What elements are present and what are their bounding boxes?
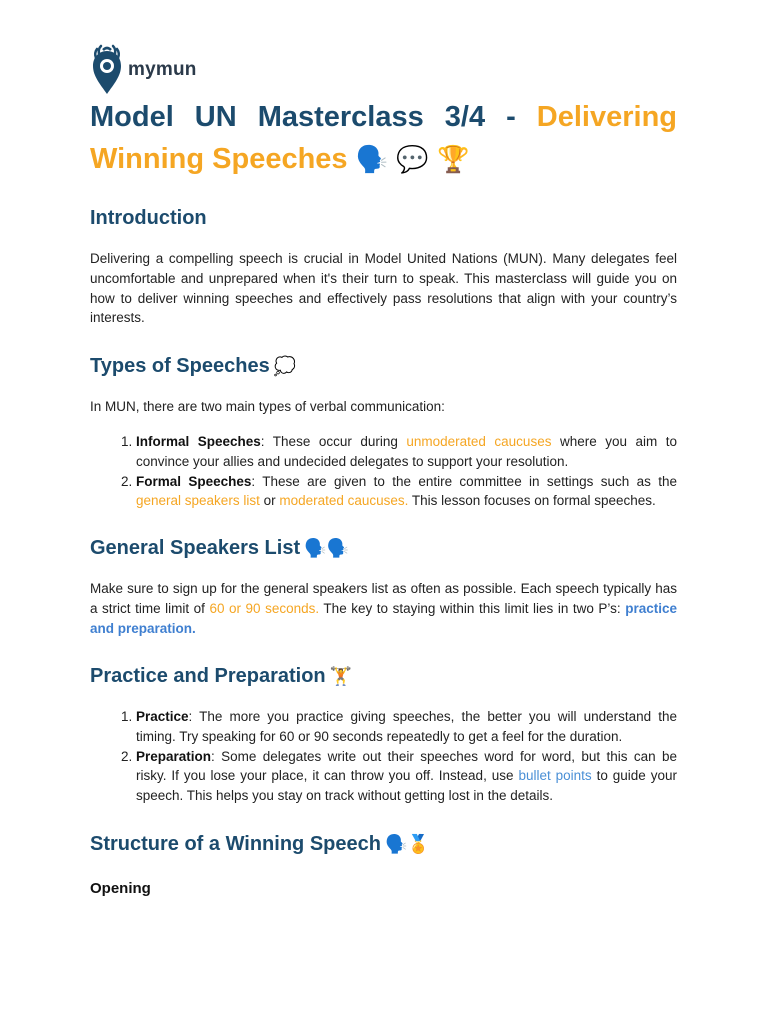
- list-item-text: : Some delegates write out their speeches word for word, but this can be risky. If you lose your place, it can throw you off. Instead, use: [136, 748, 677, 784]
- list-item: [136, 707, 677, 747]
- list-item-term: Informal Speeches: [136, 434, 261, 449]
- list-item-term: Formal Speeches: [136, 473, 252, 489]
- list-item-text: where you aim to convince your allies and undecided delegates to support your resolution.: [136, 434, 677, 469]
- list-item: [136, 747, 677, 806]
- time-limit-highlight: 60 or 90 seconds.: [209, 600, 320, 616]
- heading-structure-of-speech: [90, 830, 430, 859]
- heading-general-speakers-list: [90, 534, 349, 563]
- gsl-text: Make sure to sign up for the general speakers list as often as possible. Each speech typically has a strict time limit of: [90, 581, 677, 616]
- types-list: [90, 432, 677, 511]
- practice-and-preparation-link[interactable]: practice and preparation.: [90, 600, 677, 636]
- unmoderated-caucuses-link[interactable]: unmoderated caucuses: [406, 434, 552, 449]
- subheading-opening: Opening: [90, 880, 151, 897]
- heading-structure-text: Structure of a Winning Speech: [90, 833, 381, 855]
- list-item: [136, 472, 677, 512]
- mymun-laurel-pin-icon: [90, 44, 124, 96]
- introduction-paragraph: Delivering a compelling speech is crucial in Model United Nations (MUN). Many delegates feel uncomfortable and unprepared when it's their turn to speak. This masterclass will guide you on how to deliver winning speeches and effectively pass resolutions that align with your country’s interests.: [90, 251, 677, 326]
- list-item-text: : The more you practice giving speeches, the better you will understand the timing. Try speaking for 60 or 90 seconds repeatedly to get a feel for the duration.: [136, 709, 677, 744]
- heading-types-of-speeches: [90, 352, 296, 381]
- heading-introduction-text: Introduction: [90, 207, 207, 229]
- list-item-term: Practice: [136, 709, 189, 724]
- title-part-1: Model UN Masterclass 3/4 -: [90, 101, 537, 133]
- list-item-text: or: [259, 493, 280, 509]
- heading-introduction: [90, 204, 207, 232]
- list-item-text: This lesson focuses on formal speeches.: [408, 493, 656, 509]
- gsl-text: The key to staying within this limit lies in two P’s:: [319, 600, 626, 616]
- list-item-text: : These are given to the entire committee in settings such as the: [251, 473, 678, 489]
- title-part-2: Delivering Winning Speeches: [90, 101, 677, 175]
- practice-list: [90, 707, 677, 806]
- moderated-caucuses-link[interactable]: moderated caucuses.: [279, 493, 409, 509]
- page-title: [90, 96, 677, 181]
- title-emojis: 🗣️ 💬 🏆: [355, 145, 470, 175]
- list-item-text: to guide your speech. This helps you stay on track without getting lost in the details.: [136, 768, 677, 804]
- thought-bubble-icon: 💭: [273, 356, 297, 377]
- gsl-paragraph: [90, 579, 677, 638]
- medal-icon: 🗣️🏅: [384, 834, 430, 855]
- general-speakers-list-link[interactable]: general speakers list: [136, 493, 260, 509]
- logo-text: mymun: [128, 59, 197, 80]
- list-item-text: : These occur during: [260, 434, 407, 449]
- heading-types-text: Types of Speeches: [90, 355, 270, 377]
- list-item-term: Preparation: [136, 748, 212, 764]
- heading-gsl-text: General Speakers List: [90, 537, 301, 559]
- types-intro: In MUN, there are two main types of verbal communication:: [90, 399, 445, 414]
- weight-lifter-icon: 🏋️: [329, 666, 353, 687]
- list-item: [136, 432, 677, 472]
- heading-practice-and-preparation: [90, 662, 352, 691]
- speaking-head-icon: 🗣️🗣️: [304, 538, 349, 559]
- heading-practice-text: Practice and Preparation: [90, 665, 326, 687]
- bullet-points-link[interactable]: bullet points: [518, 768, 592, 784]
- mymun-logo: [90, 44, 197, 96]
